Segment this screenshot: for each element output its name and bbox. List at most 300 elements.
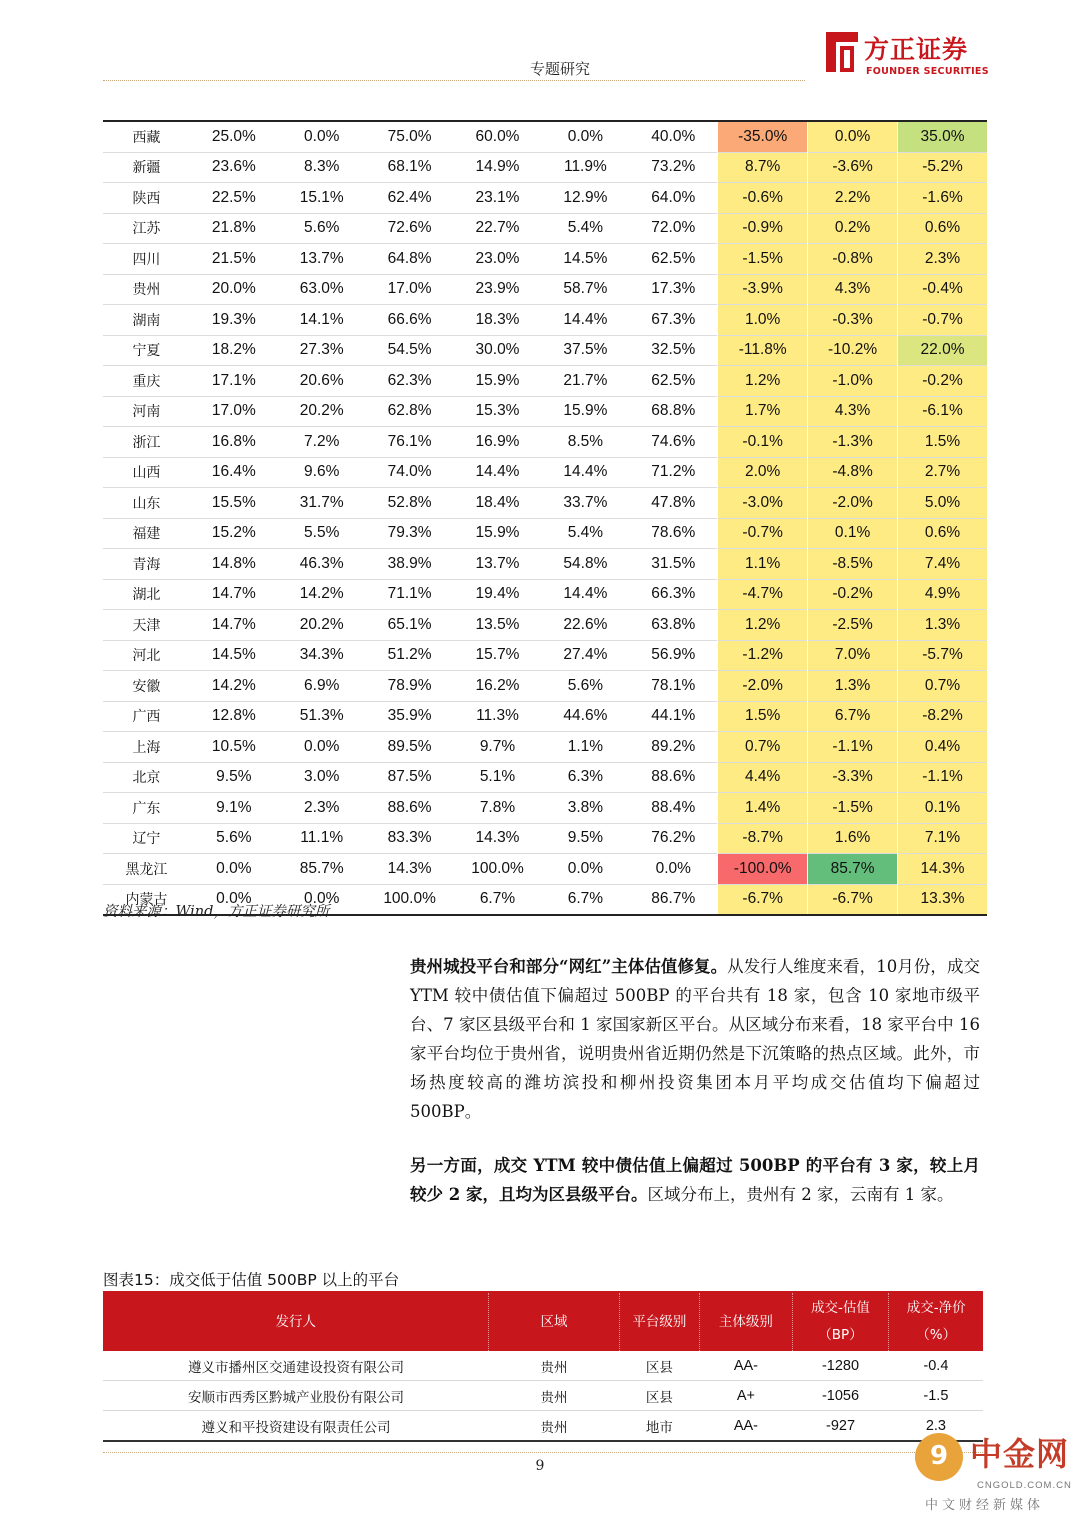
- province-change-cell: -100.0%: [718, 854, 808, 885]
- province-change-cell: -3.3%: [808, 762, 898, 793]
- province-value-cell: 14.3%: [387, 859, 432, 877]
- issuer-ytm-spread: -1280: [792, 1351, 889, 1381]
- province-change-cell: -1.5%: [808, 793, 898, 824]
- issuer-table-header-line: 成交-估值: [811, 1300, 870, 1316]
- province-value-cell: 19.4%: [475, 585, 520, 603]
- logo-english-name: FOUNDER SECURITIES: [866, 66, 989, 77]
- province-change-cell: -1.3%: [808, 427, 898, 458]
- province-change-cell: -8.2%: [898, 701, 987, 732]
- province-name: 江苏: [132, 221, 161, 238]
- province-row: [103, 793, 987, 824]
- province-change-cell: 1.2%: [718, 366, 808, 397]
- province-row: [103, 823, 987, 854]
- province-change-cell: 35.0%: [898, 121, 987, 152]
- province-change-cell: -0.4%: [898, 274, 987, 305]
- province-value-cell: 14.7%: [211, 585, 256, 603]
- province-row: [103, 335, 987, 366]
- province-change-cell: -0.3%: [808, 305, 898, 336]
- province-value-cell: 18.3%: [475, 310, 520, 328]
- province-change-cell: 6.7%: [808, 701, 898, 732]
- province-value-cell: 74.0%: [387, 463, 432, 481]
- issuer-price-spread: -0.4: [889, 1351, 983, 1381]
- province-change-cell: 1.6%: [808, 823, 898, 854]
- province-value-cell: 60.0%: [475, 127, 520, 145]
- province-change-cell: 2.2%: [808, 183, 898, 214]
- logo-chinese-name: 方正证券: [864, 35, 969, 64]
- province-value-cell: 76.1%: [387, 432, 432, 450]
- province-value-cell: 20.0%: [211, 280, 256, 298]
- province-row: [103, 244, 987, 275]
- province-change-cell: -4.7%: [718, 579, 808, 610]
- province-value-cell: 63.8%: [651, 615, 696, 633]
- province-value-cell: 18.4%: [475, 493, 520, 511]
- province-name: 内蒙古: [125, 892, 168, 909]
- issuer-table-header-line: （%）: [916, 1327, 957, 1343]
- province-name: 山东: [132, 495, 161, 512]
- province-value-cell: 5.6%: [567, 676, 604, 694]
- province-row: [103, 121, 987, 152]
- province-value-cell: 37.5%: [563, 341, 608, 359]
- province-change-cell: 5.0%: [898, 488, 987, 519]
- province-value-cell: 0.0%: [304, 127, 340, 145]
- province-value-cell: 11.9%: [563, 158, 607, 176]
- province-change-cell: 1.3%: [808, 671, 898, 702]
- province-name: 西藏: [132, 129, 161, 146]
- province-value-cell: 0.0%: [304, 737, 340, 755]
- province-value-cell: 20.2%: [299, 615, 344, 633]
- province-change-cell: 2.7%: [898, 457, 987, 488]
- issuer-table: [103, 1293, 983, 1442]
- province-change-cell: -2.0%: [718, 671, 808, 702]
- province-change-cell: 0.2%: [808, 213, 898, 244]
- province-value-cell: 33.7%: [563, 493, 608, 511]
- page-number: 9: [535, 1458, 545, 1474]
- issuer-table-header: [103, 1293, 489, 1351]
- province-value-cell: 5.6%: [216, 829, 252, 847]
- province-row: [103, 762, 987, 793]
- province-row: [103, 671, 987, 702]
- paragraph-upward-body: 区域分布上，贵州有 2 家，云南有 1 家。: [647, 1185, 954, 1204]
- province-value-cell: 6.3%: [567, 768, 604, 786]
- province-value-cell: 88.6%: [387, 798, 432, 816]
- province-value-cell: 13.7%: [475, 554, 520, 572]
- issuer-table-header: [792, 1293, 889, 1351]
- footer-divider: [103, 1452, 983, 1454]
- province-value-cell: 87.5%: [387, 768, 432, 786]
- province-value-cell: 2.3%: [304, 798, 340, 816]
- cngold-logo-icon: 9: [915, 1433, 963, 1481]
- source-note: 资料来源：Wind，方正证券研究所: [103, 904, 330, 920]
- province-value-cell: 72.0%: [651, 219, 696, 237]
- issuer-region: 贵州: [489, 1351, 619, 1381]
- province-change-cell: -1.5%: [718, 244, 808, 275]
- province-value-cell: 14.3%: [475, 829, 520, 847]
- province-value-cell: 51.3%: [299, 707, 344, 725]
- province-value-cell: 5.1%: [479, 768, 516, 786]
- province-value-cell: 66.6%: [387, 310, 432, 328]
- issuer-ytm-spread: -1056: [792, 1381, 889, 1411]
- province-change-cell: 7.1%: [898, 823, 987, 854]
- province-value-cell: 0.0%: [304, 890, 340, 908]
- issuer-table-header-line: （BP）: [818, 1327, 863, 1343]
- province-name: 河南: [132, 404, 161, 421]
- province-row: [103, 579, 987, 610]
- province-value-cell: 52.8%: [387, 493, 432, 511]
- province-value-cell: 47.8%: [651, 493, 696, 511]
- province-value-cell: 22.6%: [563, 615, 608, 633]
- province-value-cell: 22.7%: [475, 219, 520, 237]
- province-change-cell: -11.8%: [718, 335, 808, 366]
- paragraph-guizhou: [410, 952, 980, 1126]
- province-value-cell: 8.5%: [567, 432, 604, 450]
- province-name: 安徽: [132, 678, 161, 695]
- province-value-cell: 14.7%: [211, 615, 256, 633]
- province-value-cell: 17.0%: [387, 280, 432, 298]
- province-value-cell: 14.4%: [563, 585, 608, 603]
- province-row: [103, 396, 987, 427]
- issuer-table-header-line: 成交-净价: [906, 1300, 966, 1316]
- province-name: 青海: [132, 556, 161, 573]
- province-value-cell: 100.0%: [383, 890, 436, 908]
- province-change-cell: -10.2%: [808, 335, 898, 366]
- issuer-table-header: [889, 1293, 983, 1351]
- section-title: 专题研究: [529, 60, 590, 78]
- province-row: [103, 305, 987, 336]
- issuer-table-header-line: 平台级别: [632, 1313, 687, 1330]
- province-value-cell: 13.5%: [475, 615, 520, 633]
- issuer-table-header-line: 区域: [540, 1313, 568, 1330]
- province-value-cell: 17.1%: [211, 371, 256, 389]
- province-value-cell: 23.6%: [211, 158, 256, 176]
- issuer-table-header: [619, 1293, 700, 1351]
- province-value-cell: 20.2%: [299, 402, 344, 420]
- province-change-cell: 7.4%: [898, 549, 987, 580]
- province-value-cell: 78.9%: [387, 676, 432, 694]
- issuer-row: [103, 1351, 983, 1381]
- issuer-price-spread: 2.3: [889, 1411, 983, 1442]
- province-value-cell: 62.3%: [387, 371, 432, 389]
- province-change-cell: -3.9%: [718, 274, 808, 305]
- issuer-platform-level: 地市: [619, 1411, 700, 1442]
- province-value-cell: 1.1%: [567, 737, 604, 755]
- province-change-cell: 0.7%: [898, 671, 987, 702]
- province-value-cell: 6.9%: [304, 676, 340, 694]
- province-change-cell: -0.2%: [808, 579, 898, 610]
- province-value-cell: 58.7%: [563, 280, 608, 298]
- province-change-cell: 2.3%: [898, 244, 987, 275]
- province-value-cell: 16.8%: [211, 432, 256, 450]
- province-name: 天津: [132, 617, 161, 634]
- province-row: [103, 366, 987, 397]
- province-change-cell: -0.7%: [718, 518, 808, 549]
- province-value-cell: 46.3%: [299, 554, 344, 572]
- issuer-row: [103, 1411, 983, 1442]
- province-row: [103, 183, 987, 214]
- province-value-cell: 17.3%: [651, 280, 696, 298]
- issuer-rating: A+: [700, 1381, 793, 1411]
- province-value-cell: 16.2%: [475, 676, 520, 694]
- issuer-name: 安顺市西秀区黔城产业股份有限公司: [103, 1381, 489, 1411]
- province-change-cell: -1.1%: [808, 732, 898, 763]
- province-value-cell: 12.8%: [211, 707, 256, 725]
- province-value-cell: 22.5%: [211, 188, 256, 206]
- province-change-cell: 13.3%: [898, 884, 987, 915]
- province-name: 上海: [132, 739, 161, 756]
- province-change-cell: 0.4%: [898, 732, 987, 763]
- province-value-cell: 6.7%: [567, 890, 604, 908]
- province-value-cell: 14.8%: [211, 554, 256, 572]
- issuer-ytm-spread: -927: [792, 1411, 889, 1442]
- province-name: 辽宁: [132, 831, 161, 848]
- province-row: [103, 427, 987, 458]
- province-change-cell: 0.1%: [808, 518, 898, 549]
- issuer-region: 贵州: [489, 1411, 619, 1442]
- province-name: 重庆: [132, 373, 161, 390]
- province-change-cell: 1.5%: [898, 427, 987, 458]
- province-value-cell: 40.0%: [651, 127, 696, 145]
- province-value-cell: 71.1%: [387, 585, 432, 603]
- province-value-cell: 18.2%: [211, 341, 256, 359]
- founder-logo-icon: [820, 30, 860, 74]
- province-row: [103, 549, 987, 580]
- province-value-cell: 11.1%: [300, 829, 344, 847]
- issuer-platform-level: 区县: [619, 1351, 700, 1381]
- province-value-cell: 62.4%: [387, 188, 432, 206]
- province-value-cell: 44.1%: [651, 707, 696, 725]
- province-value-cell: 100.0%: [471, 859, 524, 877]
- province-value-cell: 9.5%: [216, 768, 252, 786]
- province-value-cell: 13.7%: [299, 249, 344, 267]
- province-change-cell: -0.9%: [718, 213, 808, 244]
- province-value-cell: 25.0%: [211, 127, 256, 145]
- province-value-cell: 71.2%: [651, 463, 696, 481]
- province-name: 陕西: [132, 190, 161, 207]
- province-change-cell: 4.9%: [898, 579, 987, 610]
- province-value-cell: 85.7%: [299, 859, 344, 877]
- province-name: 广西: [132, 709, 161, 726]
- province-value-cell: 64.0%: [651, 188, 696, 206]
- province-value-cell: 89.2%: [651, 737, 696, 755]
- province-name: 北京: [132, 770, 161, 787]
- issuer-region: 贵州: [489, 1381, 619, 1411]
- province-value-cell: 14.4%: [563, 310, 608, 328]
- province-value-cell: 0.0%: [567, 859, 604, 877]
- province-value-cell: 21.8%: [211, 219, 256, 237]
- province-value-cell: 15.3%: [475, 402, 520, 420]
- province-table: [103, 120, 987, 916]
- province-change-cell: -5.2%: [898, 152, 987, 183]
- province-value-cell: 14.9%: [475, 158, 520, 176]
- province-change-cell: 22.0%: [898, 335, 987, 366]
- province-change-cell: -1.2%: [718, 640, 808, 671]
- province-name: 宁夏: [132, 343, 161, 360]
- issuer-table-header-line: 主体级别: [718, 1313, 773, 1330]
- province-value-cell: 16.9%: [475, 432, 520, 450]
- province-value-cell: 51.2%: [387, 646, 432, 664]
- province-name: 福建: [132, 526, 161, 543]
- province-change-cell: 14.3%: [898, 854, 987, 885]
- issuer-rating: AA-: [700, 1411, 793, 1442]
- figure-15-title: 图表15：成交低于估值 500BP 以上的平台: [103, 1271, 400, 1289]
- province-change-cell: -1.6%: [898, 183, 987, 214]
- province-value-cell: 19.3%: [211, 310, 256, 328]
- province-change-cell: -2.5%: [808, 610, 898, 641]
- province-change-cell: 0.6%: [898, 213, 987, 244]
- province-value-cell: 86.7%: [651, 890, 696, 908]
- province-value-cell: 7.2%: [304, 432, 340, 450]
- province-change-cell: 1.0%: [718, 305, 808, 336]
- province-value-cell: 9.1%: [216, 798, 252, 816]
- province-value-cell: 15.9%: [475, 524, 520, 542]
- province-value-cell: 32.5%: [651, 341, 696, 359]
- province-row: [103, 854, 987, 885]
- province-value-cell: 21.7%: [563, 371, 608, 389]
- province-change-cell: -6.1%: [898, 396, 987, 427]
- province-change-cell: 1.2%: [718, 610, 808, 641]
- province-value-cell: 67.3%: [651, 310, 696, 328]
- province-value-cell: 14.5%: [563, 249, 608, 267]
- province-change-cell: 4.3%: [808, 274, 898, 305]
- province-change-cell: -0.8%: [808, 244, 898, 275]
- province-value-cell: 3.8%: [567, 798, 604, 816]
- province-change-cell: -6.7%: [808, 884, 898, 915]
- paragraph-guizhou-body: 从发行人维度来看，10月份，成交 YTM 较中债估值下偏超过 500BP 的平台共有 18 家，包含 10 家地市级平台、7 家区县级平台和 1 家国家新区平台。从区域分布来看，18 家平台中 16 家平台均位于贵州省，说明贵州省近期仍然是下沉策略的热点区域。此外，市场热度较高的潍坊滨投和柳州投资集团本月平均成交估值均下偏超过 500BP。: [410, 957, 980, 1121]
- province-row: [103, 274, 987, 305]
- province-change-cell: 4.3%: [808, 396, 898, 427]
- province-value-cell: 15.5%: [211, 493, 256, 511]
- issuer-price-spread: -1.5: [889, 1381, 983, 1411]
- province-row: [103, 518, 987, 549]
- province-name: 贵州: [132, 282, 161, 299]
- province-change-cell: 1.3%: [898, 610, 987, 641]
- issuer-name: 遵义市播州区交通建设投资有限公司: [103, 1351, 489, 1381]
- province-value-cell: 5.4%: [567, 219, 604, 237]
- province-value-cell: 30.0%: [475, 341, 520, 359]
- province-name: 新疆: [132, 160, 161, 177]
- province-value-cell: 89.5%: [387, 737, 432, 755]
- province-value-cell: 9.7%: [479, 737, 516, 755]
- province-value-cell: 8.3%: [304, 158, 340, 176]
- province-row: [103, 701, 987, 732]
- issuer-table-header-line: 发行人: [275, 1313, 316, 1330]
- province-value-cell: 68.1%: [387, 158, 432, 176]
- province-change-cell: 0.0%: [808, 121, 898, 152]
- province-value-cell: 62.5%: [651, 371, 696, 389]
- province-value-cell: 6.7%: [479, 890, 516, 908]
- province-value-cell: 14.2%: [299, 585, 344, 603]
- province-value-cell: 15.1%: [299, 188, 344, 206]
- province-value-cell: 5.4%: [567, 524, 604, 542]
- province-change-cell: -3.0%: [718, 488, 808, 519]
- province-name: 河北: [132, 648, 161, 665]
- province-change-cell: -0.7%: [898, 305, 987, 336]
- province-change-cell: 85.7%: [808, 854, 898, 885]
- province-change-cell: -1.0%: [808, 366, 898, 397]
- province-value-cell: 5.6%: [304, 219, 340, 237]
- province-value-cell: 79.3%: [387, 524, 432, 542]
- province-value-cell: 68.8%: [651, 402, 696, 420]
- province-change-cell: 0.1%: [898, 793, 987, 824]
- province-row: [103, 152, 987, 183]
- province-change-cell: -4.8%: [808, 457, 898, 488]
- province-value-cell: 35.9%: [387, 707, 432, 725]
- province-change-cell: 4.4%: [718, 762, 808, 793]
- paragraph-upward-lead: 另一方面，成交 YTM 较中债估值上偏超过 500BP 的平台有 3 家，较上月较少 2 家，且均为区县级平台。: [410, 1156, 980, 1204]
- province-name: 广东: [132, 800, 161, 817]
- province-change-cell: -35.0%: [718, 121, 808, 152]
- province-value-cell: 23.1%: [475, 188, 520, 206]
- province-value-cell: 66.3%: [651, 585, 696, 603]
- province-change-cell: -1.1%: [898, 762, 987, 793]
- province-change-cell: -6.7%: [718, 884, 808, 915]
- province-value-cell: 74.6%: [651, 432, 696, 450]
- province-change-cell: 0.6%: [898, 518, 987, 549]
- province-value-cell: 17.0%: [211, 402, 256, 420]
- province-change-cell: -3.6%: [808, 152, 898, 183]
- province-value-cell: 88.6%: [651, 768, 696, 786]
- province-value-cell: 0.0%: [216, 859, 252, 877]
- province-value-cell: 27.4%: [563, 646, 608, 664]
- province-value-cell: 0.0%: [567, 127, 604, 145]
- province-value-cell: 11.3%: [476, 707, 519, 725]
- province-value-cell: 34.3%: [299, 646, 344, 664]
- province-value-cell: 72.6%: [387, 219, 432, 237]
- issuer-platform-level: 区县: [619, 1381, 700, 1411]
- province-value-cell: 0.0%: [216, 890, 252, 908]
- province-value-cell: 38.9%: [387, 554, 432, 572]
- issuer-table-header: [700, 1293, 793, 1351]
- province-value-cell: 62.8%: [387, 402, 432, 420]
- province-change-cell: -8.7%: [718, 823, 808, 854]
- issuer-name: 遵义和平投资建设有限责任公司: [103, 1411, 489, 1442]
- province-value-cell: 15.9%: [475, 371, 520, 389]
- province-value-cell: 62.5%: [651, 249, 696, 267]
- province-value-cell: 14.4%: [563, 463, 608, 481]
- paragraph-upward: [410, 1151, 980, 1209]
- province-value-cell: 27.3%: [299, 341, 344, 359]
- province-value-cell: 88.4%: [651, 798, 696, 816]
- province-value-cell: 54.5%: [387, 341, 432, 359]
- province-name: 四川: [132, 251, 161, 268]
- province-change-cell: 7.0%: [808, 640, 898, 671]
- province-value-cell: 78.6%: [651, 524, 696, 542]
- province-row: [103, 732, 987, 763]
- province-change-cell: 1.4%: [718, 793, 808, 824]
- province-value-cell: 12.9%: [563, 188, 608, 206]
- province-value-cell: 73.2%: [651, 158, 696, 176]
- province-value-cell: 76.2%: [651, 829, 696, 847]
- province-row: [103, 457, 987, 488]
- province-value-cell: 64.8%: [387, 249, 432, 267]
- province-value-cell: 15.9%: [563, 402, 608, 420]
- province-value-cell: 14.1%: [299, 310, 344, 328]
- watermark-name: 中金网: [970, 1435, 1070, 1473]
- watermark-url: CNGOLD.COM.CN: [977, 1480, 1072, 1491]
- province-change-cell: -8.5%: [808, 549, 898, 580]
- province-change-cell: -0.2%: [898, 366, 987, 397]
- province-value-cell: 83.3%: [387, 829, 432, 847]
- province-value-cell: 15.7%: [475, 646, 520, 664]
- issuer-table-header: [489, 1293, 619, 1351]
- province-value-cell: 16.4%: [211, 463, 256, 481]
- founder-logo: [818, 30, 988, 80]
- province-name: 湖南: [132, 312, 161, 329]
- province-value-cell: 63.0%: [299, 280, 344, 298]
- province-value-cell: 10.5%: [211, 737, 256, 755]
- province-name: 山西: [132, 465, 161, 482]
- province-row: [103, 610, 987, 641]
- province-value-cell: 9.5%: [567, 829, 604, 847]
